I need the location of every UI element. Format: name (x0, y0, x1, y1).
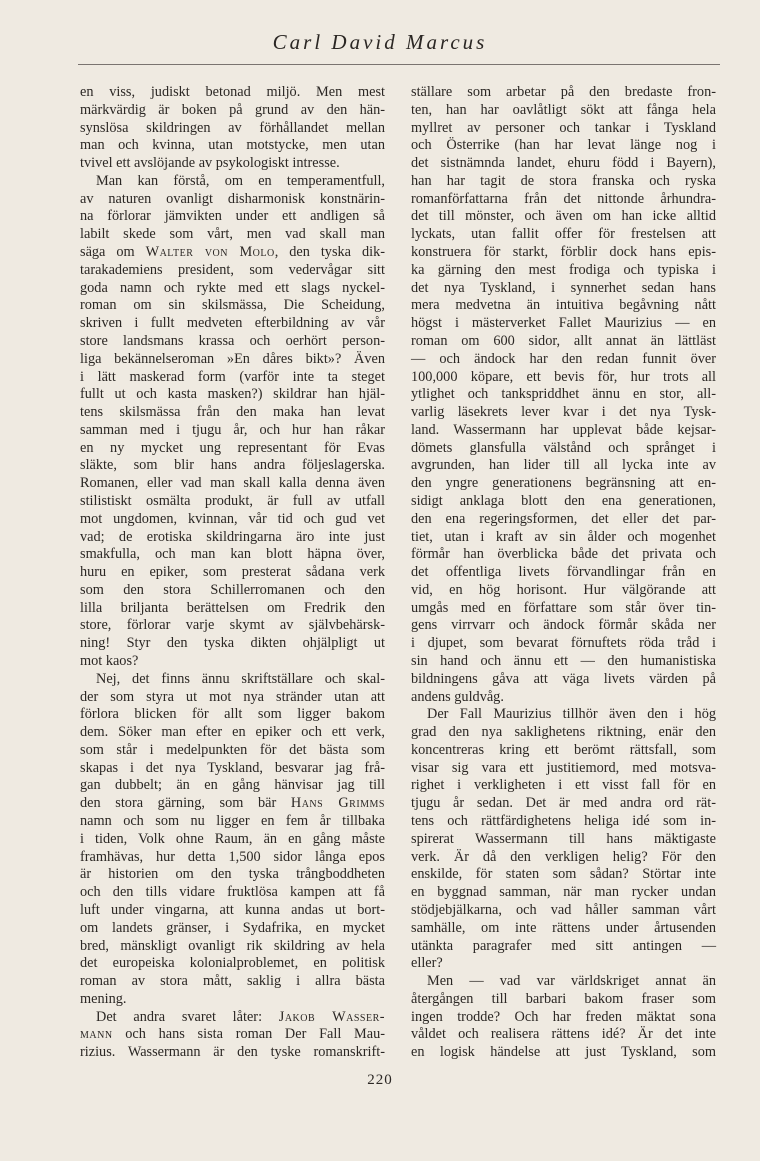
text-line: vid, en hög horisont. Hur välgörande att (411, 581, 716, 598)
text-line: Man kan förstå, om en temperamentfull, (96, 172, 385, 189)
text-line: det till mönster, och även om han icke alltid (411, 208, 716, 225)
text-line: det sistnämnda landet, ehuru född i Bayern), (411, 155, 716, 172)
text-line: dem. Söker man efter en epiker och ett verk, (80, 724, 385, 741)
text-line: en logisk händelse att just Tyskland, som (411, 1044, 716, 1061)
text-line: stilistiskt osmälta produkt, är full av utfall (80, 492, 385, 509)
text-line: enskilde, för staten som sådan? Störtar inte (411, 866, 716, 883)
text-line: i djupet, som bevarat förnuftets röda tråd i (411, 635, 716, 652)
text-line: ställare som arbetar på den bredaste fron- (411, 84, 716, 100)
text-line: i tiden, Volk ohne Raum, än en gång måste (80, 830, 385, 847)
text-line: och den tills vidare fruktlösa kampen att få (80, 884, 385, 901)
text-line: han har tagit de stora franska och ryska (411, 172, 716, 189)
text-line: verk. Är då den verkligen helig? För den (411, 848, 716, 865)
text-line: myllret av personer och tankar i Tyskland (411, 119, 716, 136)
text-line: gan dubbelt; än en gång hänvisar jag till (80, 777, 385, 794)
text-line: gens virrvarr och ändock förmår skåda ner (411, 617, 716, 634)
text-line: spirerat Wassermann till hans mäktigaste (411, 830, 716, 847)
text-line: ten, han har oavlåtligt sökt att fånga hela (411, 101, 716, 118)
text-line: Nej, det finns ännu skriftställare och skal- (96, 670, 385, 687)
text-line: om landets gränser, i Sydafrika, en mycket (80, 919, 385, 936)
text-line: mot kaos? (80, 653, 139, 669)
text-line: framhävas, hur detta 1,500 sidor långa epos (80, 848, 385, 865)
text-line: samhälle, om inte rättens under årtusenden (411, 919, 716, 936)
text-line: den stora gärning, som bär Hans Grimms (80, 795, 385, 812)
text-line: tvivel ett avslöjande av psykologiskt intresse. (80, 155, 340, 172)
text-line: umgås med en författare som står över tin- (411, 599, 716, 616)
text-line: och Österrike (han har levat länge nog i (411, 137, 716, 154)
text-line: andens guldvåg. (411, 688, 504, 705)
text-line: konstruera för starkt, förblir dock hans epis- (411, 244, 716, 261)
text-line: den yngre generationens begränsning att en- (411, 475, 716, 492)
left-column (80, 84, 385, 1062)
text-line: skapas i det nya Tyskland, besvarar jag frå- (80, 759, 385, 776)
text-line: stödjebjälkarna, och vad håller samman vårt (411, 901, 716, 918)
text-line: — och ändock har den redan funnit över (411, 350, 716, 367)
text-line: vad; de erotiska skildringarna äro inte just (80, 528, 385, 545)
text-line: smakfulla, och man kan blott häpna över, (80, 546, 385, 563)
text-line: tiet, utan i kraft av sin ålder och mogenhet (411, 528, 716, 545)
text-line: ingen trodde? Och har freden mäktat sona (411, 1008, 716, 1025)
text-line: liga bekännelseroman »En dåres bikt»? Även (80, 350, 385, 367)
text-line: store, förlorar varje skymt av självbehärsk- (80, 617, 385, 634)
text-line: samman med i tjugu år, och hur han råkar (80, 421, 385, 438)
text-line: mot ungdomen, kvinnan, vår tid och gud vet (80, 510, 385, 527)
text-line: ning! Styr den tyska dikten ohjälpligt ut (80, 635, 385, 652)
text-line: righet i verkligheten i ett visst fall för en (411, 777, 716, 794)
text-line: roman om sin skilsmässa, Die Scheidung, (80, 297, 385, 314)
text-line: avgrunden, han lider till all lycka inte av (411, 457, 716, 474)
text-line: luft under vingarna, att kunna andas ut bort- (80, 901, 385, 918)
text-line: bred, mänskligt ovanligt rik skildring av hela (80, 937, 385, 954)
text-line: bildningens gåva att väga livets värden på (411, 670, 716, 687)
text-line: land. Wassermann har upplevat både kejsar- (411, 421, 716, 438)
text-line: utänkta paragrafer med sitt antingen — (411, 937, 716, 954)
text-line: varlig läsekrets lever kvar i det nya Tysk- (411, 404, 716, 421)
text-line: goda namn och rykte med ett slags nyckel- (80, 279, 385, 296)
page-number: 220 (367, 1072, 393, 1088)
text-line: tens skilsmässa från den maka han levat (80, 404, 385, 421)
text-line: återgången till barbari bakom fraser som (411, 990, 716, 1007)
text-line: labilt skede som vårt, men vad skall man (80, 226, 385, 243)
text-line: en ny mycket ung representant för Evas (80, 439, 385, 456)
text-line: tens och rättfärdighetens heliga idé som in- (411, 813, 716, 830)
text-line: högst i mästerverket Fallet Maurizius — en (411, 315, 716, 332)
text-line: roman om 600 sidor, allt annat än lättläst (411, 332, 716, 349)
text-line: förmår han överblicka både det privata och (411, 546, 716, 563)
running-head: Carl David Marcus (272, 30, 488, 54)
text-line: det offentliga livets förvandlingar från en (411, 564, 716, 581)
text-line: Romanen, eller vad man skall kalla denna även (80, 475, 385, 492)
text-line: förlora blicken för allt som ligger bakom (80, 706, 385, 723)
text-line: tarakademiens president, som vedervågar sitt (80, 261, 385, 278)
text-line: fullt ut och kasta masken?) skildrar han hjäl- (80, 386, 385, 403)
text-line: en byggnad samman, när man rycker undan (411, 884, 716, 901)
text-line: det nya Tyskland, i synnerhet sedan hans (411, 279, 716, 296)
text-line: våldet och realisera rättens idé? Är det inte (411, 1026, 716, 1043)
text-line: grad den nya saklighetens riktning, enär den (411, 724, 716, 741)
right-column (411, 84, 716, 1062)
text-line: huru en epiker, som presterat sådana verk (80, 564, 385, 581)
text-line: som den stora Schillerromanen och den (80, 581, 385, 598)
text-line: visar sig vara ett justitiemord, med motsva- (411, 759, 716, 776)
text-line: 100,000 köpare, ett bevis för, hur trots all (411, 368, 716, 385)
text-line: skriven i fullt medveten efterbildning av vår (80, 315, 385, 332)
text-line: roman av stora mått, saklig i allra bästa (80, 973, 385, 990)
text-line: ka gärning den mest frodiga och typiska i (411, 261, 716, 278)
text-line: är historien om den tyska trångboddheten (80, 866, 385, 883)
text-line: store landsmans krassa och oerhört person- (80, 332, 385, 349)
text-line: lyckats, utan fallit offer för frestelsen att (411, 226, 716, 243)
text-line: lilla briljanta berättelsen om Fredrik den (80, 599, 385, 616)
text-line: den ena regeringsformen, det eller det par- (411, 510, 716, 527)
text-line: romanförfattarna från det nittonde århundra- (411, 190, 716, 207)
text-line: en viss, judiskt betonad miljö. Men mest (80, 84, 385, 100)
text-line: synslösa skildringen av förhållandet mellan (80, 119, 385, 136)
text-line: ytlighet och tankspriddhet ännu en stor, all- (411, 386, 716, 403)
text-line: der som styra ut mot nya stränder utan att (80, 688, 385, 705)
text-line: som står i medelpunkten för det bästa som (80, 741, 385, 758)
text-line: mann och hans sista roman Der Fall Mau- (80, 1026, 385, 1043)
text-line: eller? (411, 955, 443, 972)
text-line: na förlorar jämvikten under ett andligen så (80, 208, 385, 225)
text-line: mera medvetna än intuitiva begåvning nått (411, 297, 716, 314)
text-line: av naturen ovanligt disharmonisk konstnärin- (80, 190, 385, 207)
text-line: säga om Walter von Molo, den tyska dik- (80, 244, 385, 261)
text-line: man och kvinna, utan motstycke, men utan (80, 137, 385, 154)
text-line: dömets glansfulla välstånd och språnget i (411, 439, 716, 456)
text-line: det europeiska kolonialproblemet, en politisk (80, 955, 385, 972)
text-line: Der Fall Maurizius tillhör även den i hög (427, 706, 716, 723)
text-line: rizius. Wassermann är den tyske romanskrift- (80, 1044, 385, 1061)
text-line: släkte, som blir hans andra följeslagerska. (80, 457, 385, 474)
text-line: mening. (80, 990, 127, 1007)
text-line: sin hand och ännu ett — den humanistiska (411, 653, 716, 669)
text-line: Det andra svaret låter: Jakob Wasser- (96, 1008, 385, 1025)
header-rule (78, 64, 720, 65)
text-line: koncentreras kring ett berömt rättsfall, som (411, 741, 716, 758)
text-line: Men — vad var världskriget annat än (427, 973, 716, 990)
text-line: sidigt anklaga blott den ena generationen, (411, 492, 716, 509)
text-line: i lätt maskerad form (varför inte ta steget (80, 368, 385, 385)
text-line: märkvärdig är boken på grund av den hän- (80, 101, 385, 118)
text-line: tjugu år sedan. Det är med andra ord rät- (411, 795, 716, 812)
text-line: namn och som nu ligger en fem år tillbaka (80, 813, 385, 830)
